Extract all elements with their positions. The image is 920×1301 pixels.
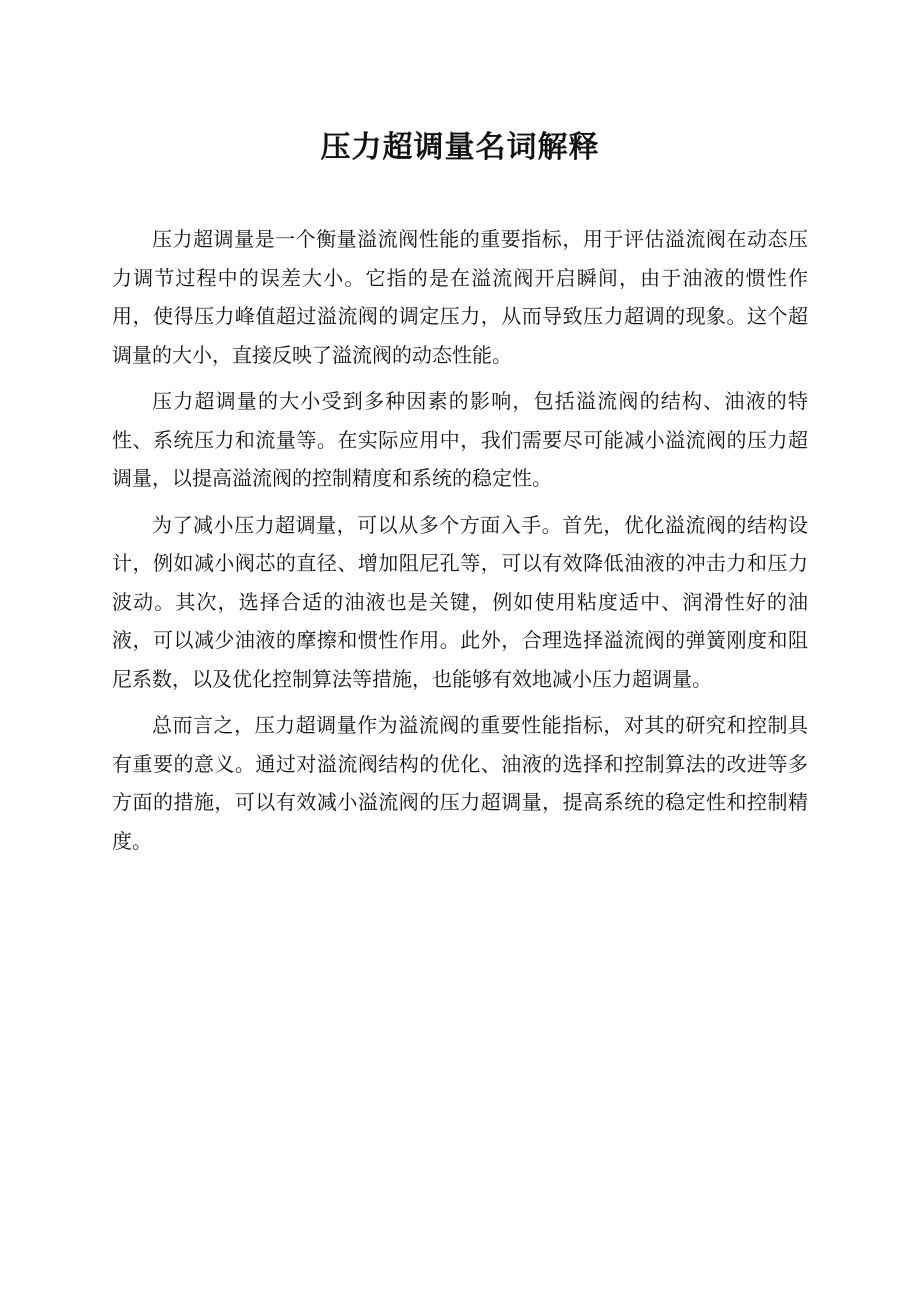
paragraph-3: 为了减小压力超调量，可以从多个方面入手。首先，优化溢流阀的结构设计，例如减小阀芯的直径、增加阻尼孔等，可以有效降低油液的冲击力和压力波动。其次，选择合适的油液也是关键，例如使用粘度适中、润滑性好的油液，可以减少油液的摩擦和惯性作用。此外，合理选择溢流阀的弹簧刚度和阻尼系数，以及优化控制算法等措施，也能够有效地减小压力超调量。 [112, 512, 808, 691]
paragraph-1: 压力超调量是一个衡量溢流阀性能的重要指标，用于评估溢流阀在动态压力调节过程中的误差大小。它指的是在溢流阀开启瞬间，由于油液的惯性作用，使得压力峰值超过溢流阀的调定压力，从而导致压力超调的现象。这个超调量的大小，直接反映了溢流阀的动态性能。 [112, 227, 808, 367]
page-title: 压力超调量名词解释 [320, 130, 600, 165]
paragraph-2: 压力超调量的大小受到多种因素的影响，包括溢流阀的结构、油液的特性、系统压力和流量等。在实际应用中，我们需要尽可能减小溢流阀的压力超调量，以提高溢流阀的控制精度和系统的稳定性。 [112, 389, 808, 490]
document-body [112, 220, 808, 868]
paragraph-4: 总而言之，压力超调量作为溢流阀的重要性能指标，对其的研究和控制具有重要的意义。通过对溢流阀结构的优化、油液的选择和控制算法的改进等多方面的措施，可以有效减小溢流阀的压力超调量，提高系统的稳定性和控制精度。 [112, 713, 808, 853]
